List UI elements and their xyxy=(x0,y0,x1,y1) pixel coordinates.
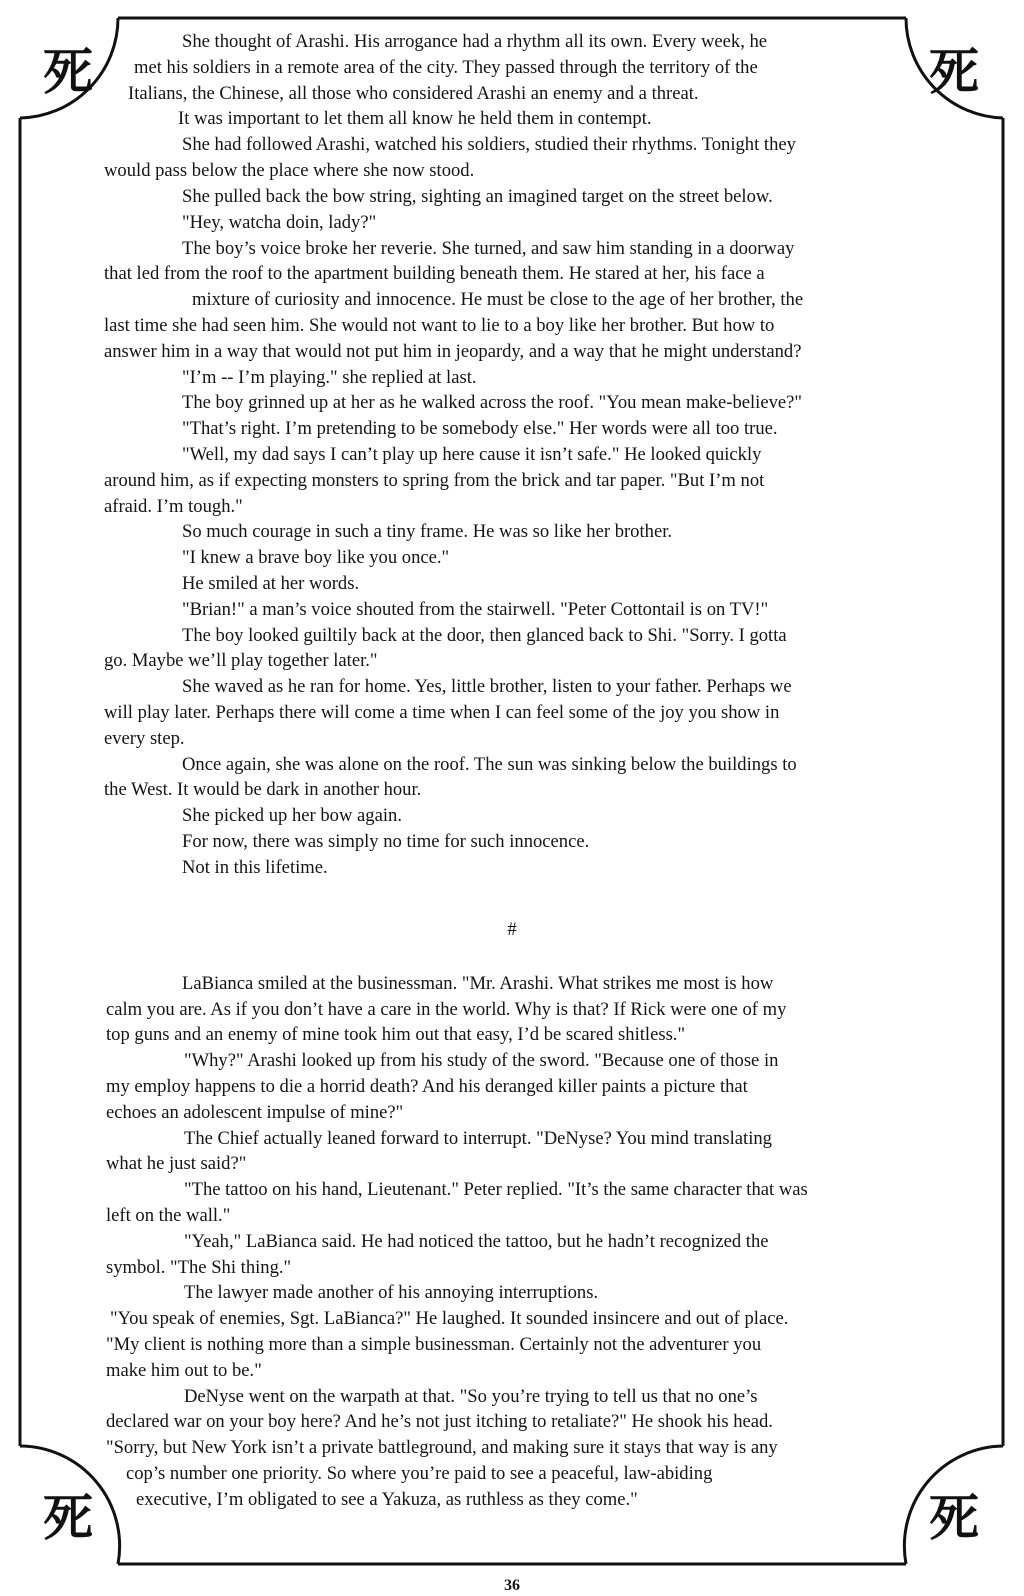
text-line: answer him in a way that would not put him in jeopardy, and a way that he might understand? xyxy=(104,341,802,362)
text-line: will play later. Perhaps there will come a time when I can feel some of the joy you show in xyxy=(104,702,780,723)
corner-seal-top-left xyxy=(36,40,100,104)
text-line: calm you are. As if you don’t have a care in the world. Why is that? If Rick were one of my xyxy=(106,999,787,1020)
corner-seal-top-right xyxy=(922,40,986,104)
text-line: my employ happens to die a horrid death? And his deranged killer paints a picture that xyxy=(106,1076,748,1097)
text-line: So much courage in such a tiny frame. He was so like her brother. xyxy=(182,521,673,542)
text-line: The boy grinned up at her as he walked across the roof. "You mean make-believe?" xyxy=(182,392,802,413)
text-line: declared war on your boy here? And he’s not just itching to retaliate?" He shook his head. xyxy=(106,1411,773,1432)
text-line: "Well, my dad says I can’t play up here cause it isn’t safe." He looked quickly xyxy=(182,444,762,465)
text-line: echoes an adolescent impulse of mine?" xyxy=(106,1102,404,1123)
text-line: Italians, the Chinese, all those who considered Arashi an enemy and a threat. xyxy=(128,83,699,104)
text-line: It was important to let them all know he held them in contempt. xyxy=(178,108,652,129)
text-line: what he just said?" xyxy=(106,1153,247,1174)
section-break: # xyxy=(507,919,517,940)
corner-seal-glyph: 死 xyxy=(43,42,93,101)
text-line: The Chief actually leaned forward to interrupt. "DeNyse? You mind translating xyxy=(184,1128,772,1149)
text-line: "Sorry, but New York isn’t a private battleground, and making sure it stays that way is any xyxy=(106,1437,778,1458)
corner-seal-glyph: 死 xyxy=(43,1488,93,1547)
text-line: She picked up her bow again. xyxy=(182,805,402,826)
text-line: afraid. I’m tough." xyxy=(104,496,243,517)
text-line: DeNyse went on the warpath at that. "So you’re trying to tell us that no one’s xyxy=(184,1386,758,1407)
text-line: go. Maybe we’ll play together later." xyxy=(104,650,378,671)
text-line: "I knew a brave boy like you once." xyxy=(182,547,450,568)
text-line: left on the wall." xyxy=(106,1205,231,1226)
text-line: top guns and an enemy of mine took him out that easy, I’d be scared shitless." xyxy=(106,1024,686,1045)
text-line: "The tattoo on his hand, Lieutenant." Peter replied. "It’s the same character that was xyxy=(184,1179,808,1200)
corner-seal-glyph: 死 xyxy=(929,1488,979,1547)
text-line: the West. It would be dark in another hour. xyxy=(104,779,422,800)
text-line: "Hey, watcha doin, lady?" xyxy=(182,212,377,233)
text-line: For now, there was simply no time for such innocence. xyxy=(182,831,590,852)
corner-seal-bottom-left xyxy=(36,1486,100,1550)
text-line: "My client is nothing more than a simple businessman. Certainly not the adventurer you xyxy=(106,1334,762,1355)
text-line: executive, I’m obligated to see a Yakuza, as ruthless as they come." xyxy=(136,1489,638,1510)
text-line: The boy’s voice broke her reverie. She turned, and saw him standing in a doorway xyxy=(182,238,795,259)
page-number: 36 xyxy=(504,1577,520,1594)
text-line: mixture of curiosity and innocence. He must be close to the age of her brother, the xyxy=(192,289,804,310)
text-line: "You speak of enemies, Sgt. LaBianca?" He laughed. It sounded insincere and out of place. xyxy=(110,1308,789,1329)
text-line: The lawyer made another of his annoying interruptions. xyxy=(184,1282,599,1303)
text-line: She had followed Arashi, watched his soldiers, studied their rhythms. Tonight they xyxy=(182,134,796,155)
text-line: around him, as if expecting monsters to spring from the brick and tar paper. "But I’m not xyxy=(104,470,765,491)
corner-seal-glyph: 死 xyxy=(929,42,979,101)
text-line: that led from the roof to the apartment building beneath them. He stared at her, his face a xyxy=(104,263,765,284)
text-line: would pass below the place where she now stood. xyxy=(104,160,475,181)
corner-seal-bottom-right xyxy=(922,1486,986,1550)
text-line: met his soldiers in a remote area of the city. They passed through the territory of the xyxy=(134,57,758,78)
text-line: every step. xyxy=(104,728,185,749)
text-line: The boy looked guiltily back at the door, then glanced back to Shi. "Sorry. I gotta xyxy=(182,625,787,646)
text-line: "Brian!" a man’s voice shouted from the stairwell. "Peter Cottontail is on TV!" xyxy=(182,599,769,620)
text-line: She pulled back the bow string, sighting an imagined target on the street below. xyxy=(182,186,773,207)
text-line: Not in this lifetime. xyxy=(182,857,328,878)
text-line: symbol. "The Shi thing." xyxy=(106,1257,292,1278)
text-line: LaBianca smiled at the businessman. "Mr. Arashi. What strikes me most is how xyxy=(182,973,774,994)
text-line: Once again, she was alone on the roof. The sun was sinking below the buildings to xyxy=(182,754,797,775)
text-line: She waved as he ran for home. Yes, little brother, listen to your father. Perhaps we xyxy=(182,676,792,697)
text-line: "That’s right. I’m pretending to be somebody else." Her words were all too true. xyxy=(182,418,778,439)
text-line: cop’s number one priority. So where you’re paid to see a peaceful, law-abiding xyxy=(126,1463,713,1484)
text-line: "Yeah," LaBianca said. He had noticed the tattoo, but he hadn’t recognized the xyxy=(184,1231,769,1252)
text-line: "I’m -- I’m playing." she replied at last. xyxy=(182,367,477,388)
text-line: make him out to be." xyxy=(106,1360,262,1381)
text-line: "Why?" Arashi looked up from his study of the sword. "Because one of those in xyxy=(184,1050,779,1071)
text-line: He smiled at her words. xyxy=(182,573,360,594)
text-line: She thought of Arashi. His arrogance had a rhythm all its own. Every week, he xyxy=(182,31,768,52)
text-line: last time she had seen him. She would not want to lie to a boy like her brother. But how to xyxy=(104,315,775,336)
